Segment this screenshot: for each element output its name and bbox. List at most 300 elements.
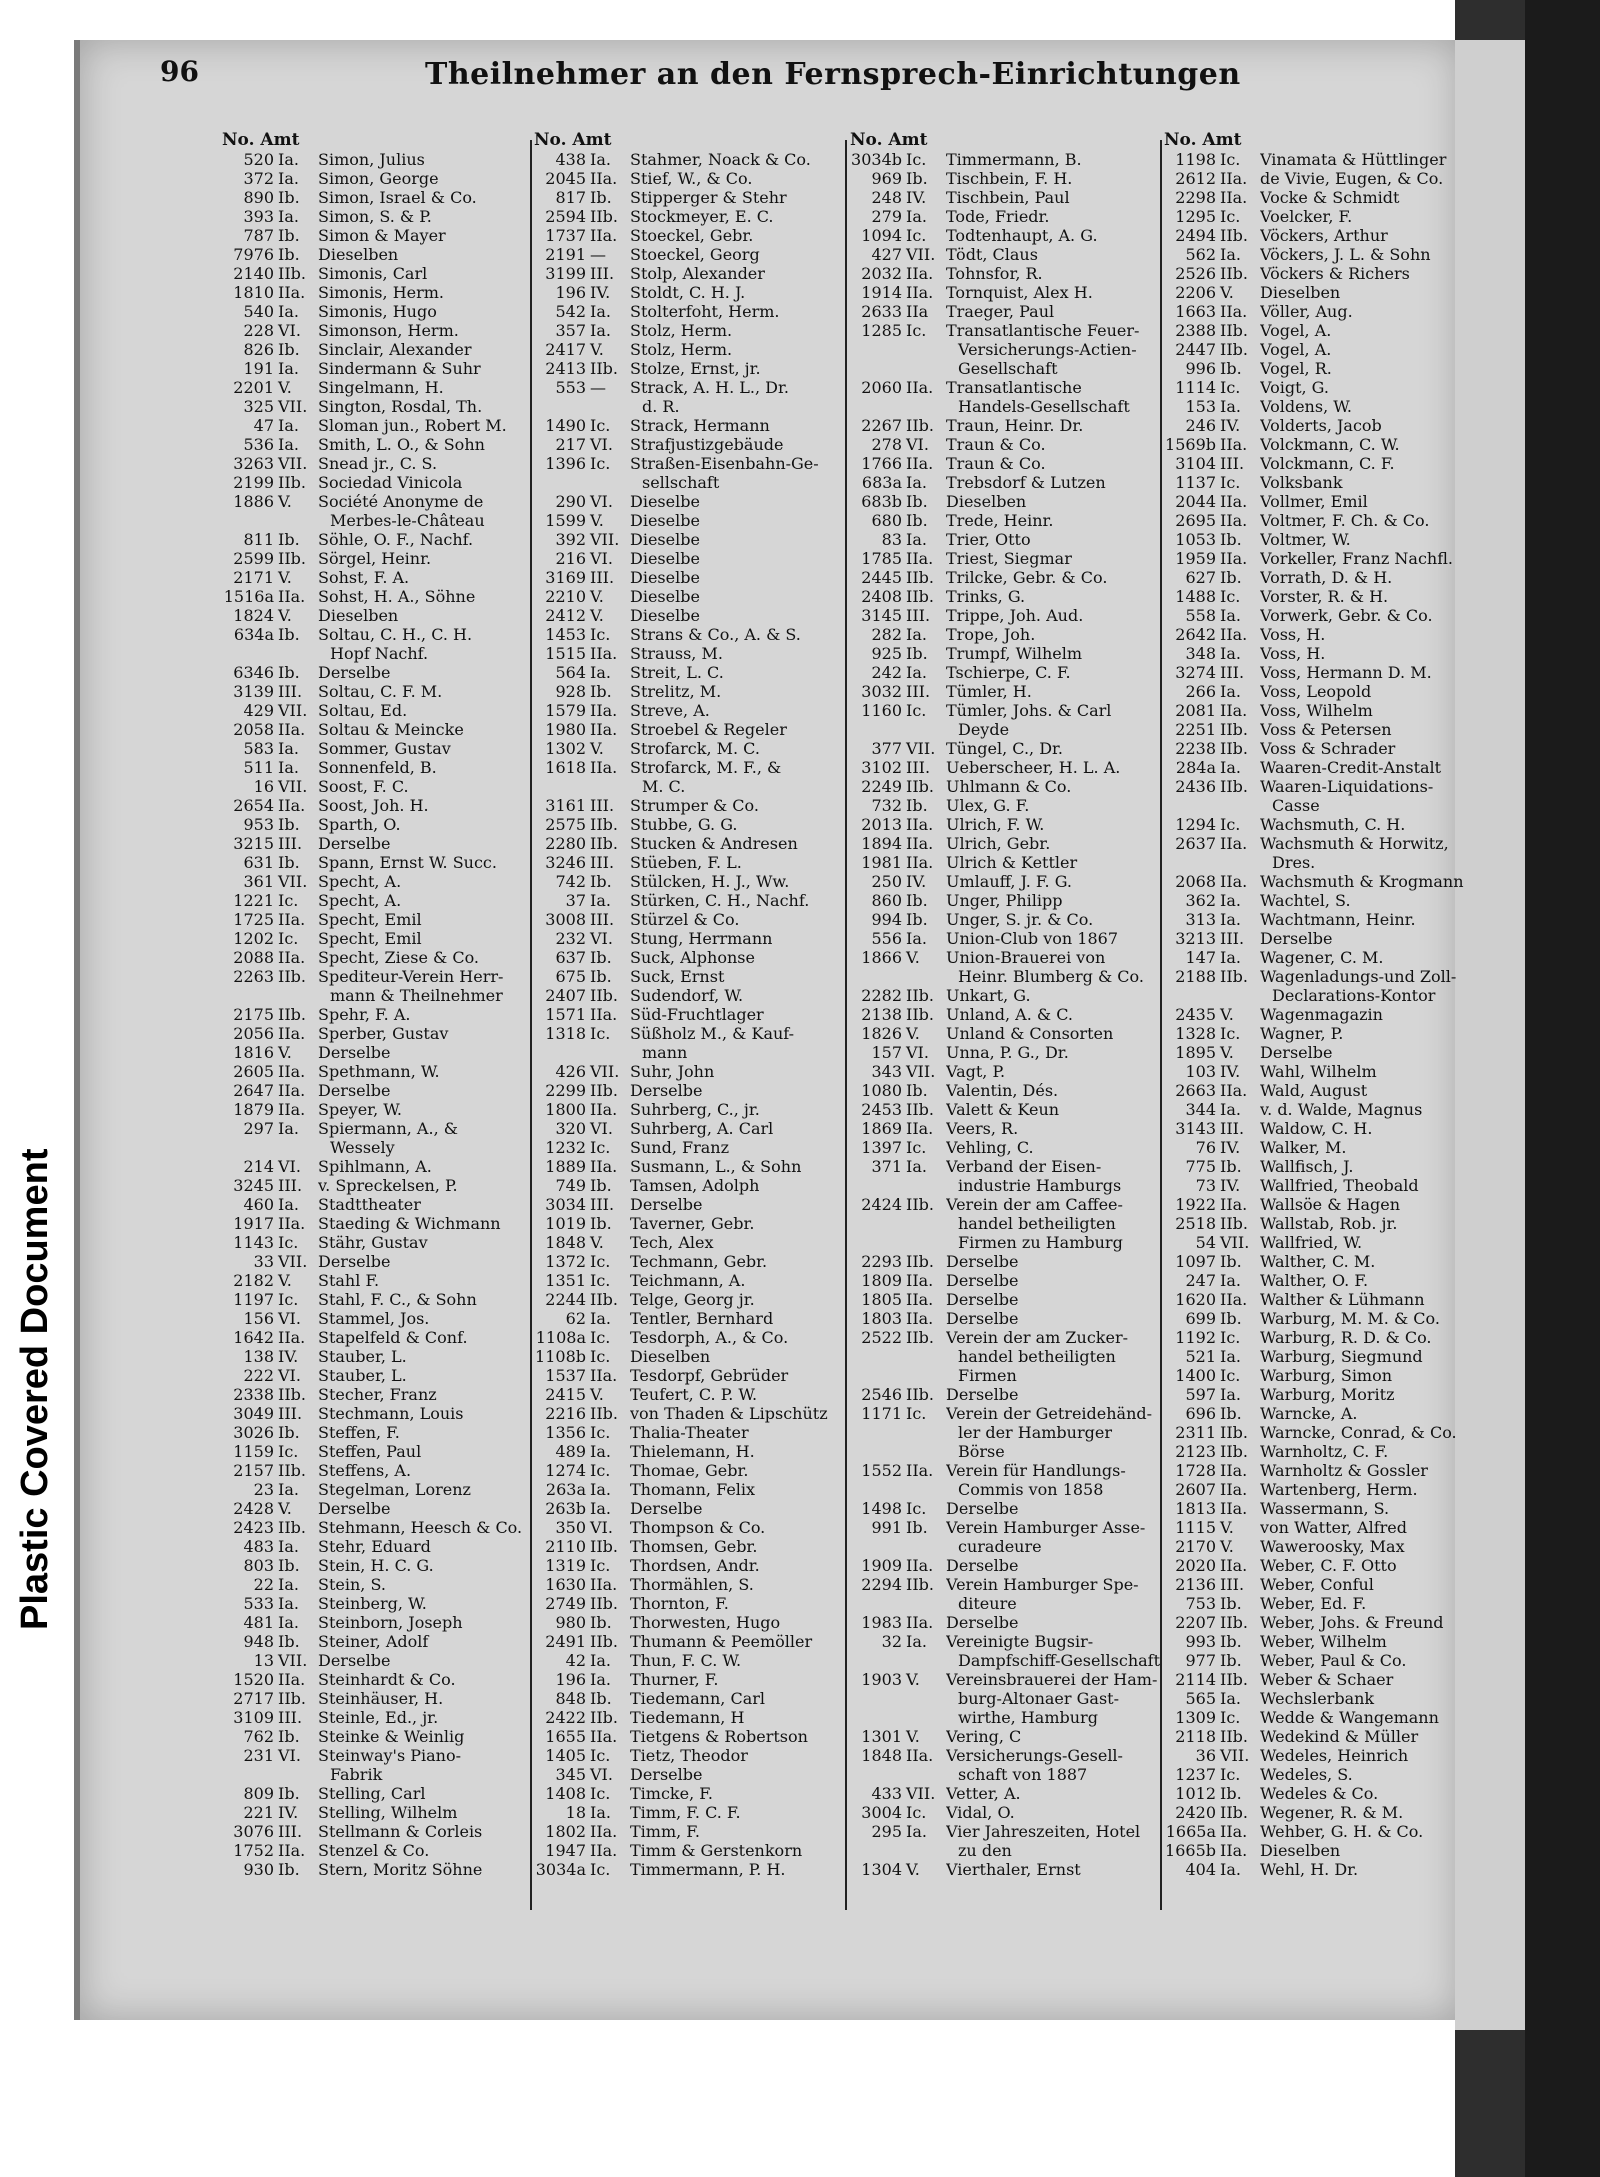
entry-number: 1630	[545, 1575, 586, 1594]
entry-number: 930	[243, 1860, 274, 1879]
entry-name: sellschaft	[642, 473, 720, 492]
entry-exchange	[902, 1841, 946, 1860]
entry-exchange: IIa.	[1220, 549, 1248, 568]
entry-exchange: Ib.	[1220, 359, 1242, 378]
entry-name: Sociedad Vinicola	[318, 473, 463, 492]
entry-exchange: VI.	[278, 1309, 301, 1328]
entry-number	[222, 1138, 274, 1157]
entry-number: 848	[555, 1689, 586, 1708]
entry-number: 1488	[1175, 587, 1216, 606]
entry-exchange: Ib.	[906, 796, 928, 815]
entry-name: Unland & Consorten	[946, 1024, 1114, 1043]
entry-exchange: IIa.	[590, 1575, 618, 1594]
entry-number: 3145	[861, 606, 902, 625]
entry-number: 1202	[233, 929, 274, 948]
directory-entry	[850, 891, 1160, 910]
directory-entry	[534, 644, 844, 663]
entry-number: 371	[871, 1157, 902, 1176]
entry-name: Traun & Co.	[946, 454, 1046, 473]
entry-exchange: Ia.	[590, 891, 611, 910]
directory-entry	[222, 1328, 532, 1347]
directory-entry	[850, 1556, 1160, 1575]
entry-exchange: V.	[278, 1499, 292, 1518]
entry-name: Weber, Ed. F.	[1260, 1594, 1367, 1613]
directory-entry	[534, 1860, 844, 1879]
entry-name: Straßen-Eisenbahn-Ge-	[630, 454, 819, 473]
entry-number	[850, 359, 902, 378]
directory-entry	[1164, 853, 1474, 872]
entry-number: 191	[243, 359, 274, 378]
entry-name: Spiermann, A., &	[318, 1119, 458, 1138]
entry-name: burg-Altonaer Gast-	[958, 1689, 1119, 1708]
directory-entry	[222, 169, 532, 188]
directory-entry	[534, 359, 844, 378]
directory-entry	[534, 1062, 844, 1081]
entry-name: Derselbe	[318, 1081, 391, 1100]
directory-entry	[850, 549, 1160, 568]
entry-exchange: Ia.	[906, 530, 927, 549]
entry-exchange: Ic.	[1220, 473, 1241, 492]
directory-entry	[534, 1081, 844, 1100]
entry-name: Simon & Mayer	[318, 226, 446, 245]
directory-entry	[1164, 1613, 1474, 1632]
entry-number: 2182	[233, 1271, 274, 1290]
entry-name: Tietz, Theodor	[630, 1746, 748, 1765]
directory-entry	[534, 1366, 844, 1385]
entry-exchange: IIa.	[278, 910, 306, 929]
directory-entry	[222, 1119, 532, 1138]
directory-entry	[222, 1575, 532, 1594]
entry-number: 1080	[861, 1081, 902, 1100]
entry-name: Simonson, Herm.	[318, 321, 459, 340]
entry-exchange: Ia.	[906, 663, 927, 682]
entry-exchange: IIb.	[1220, 226, 1248, 245]
directory-entry	[534, 872, 844, 891]
entry-number: 1114	[1175, 378, 1216, 397]
directory-entry	[222, 815, 532, 834]
directory-entry	[1164, 1499, 1474, 1518]
entry-number: 1571	[545, 1005, 586, 1024]
entry-exchange: IIa.	[590, 701, 618, 720]
directory-entry	[534, 530, 844, 549]
entry-number: 2123	[1175, 1442, 1216, 1461]
entry-number: 2423	[233, 1518, 274, 1537]
entry-number: 284a	[1175, 758, 1216, 777]
entry-number: 540	[243, 302, 274, 321]
directory-entry	[850, 1119, 1160, 1138]
entry-exchange: V.	[590, 606, 604, 625]
column-divider	[1160, 140, 1162, 1910]
directory-entry	[850, 359, 1160, 378]
directory-entry	[534, 1176, 844, 1195]
entry-exchange	[586, 473, 630, 492]
directory-entry	[850, 226, 1160, 245]
entry-exchange: V.	[278, 1271, 292, 1290]
entry-name: schaft von 1887	[958, 1765, 1088, 1784]
directory-entry	[850, 169, 1160, 188]
entry-name: Wald, August	[1260, 1081, 1368, 1100]
entry-name: Waaren-Liquidations-	[1260, 777, 1434, 796]
directory-entry	[850, 1803, 1160, 1822]
directory-entry	[534, 1689, 844, 1708]
entry-exchange: Ib.	[278, 1423, 300, 1442]
entry-number: 1302	[545, 739, 586, 758]
entry-exchange: IIb.	[906, 1005, 934, 1024]
entry-name: Wagenladungs-und Zoll-	[1260, 967, 1457, 986]
entry-number: 2020	[1175, 1556, 1216, 1575]
column-header: No. Amt	[850, 130, 928, 150]
entry-name: Dieselbe	[630, 568, 700, 587]
entry-number: 991	[871, 1518, 902, 1537]
entry-name: Soltau, C. F. M.	[318, 682, 443, 701]
entry-exchange: V.	[278, 606, 292, 625]
entry-exchange: IIb.	[1220, 1727, 1248, 1746]
entry-exchange: Ib.	[906, 169, 928, 188]
directory-entry	[222, 1062, 532, 1081]
entry-name: Unna, P. G., Dr.	[946, 1043, 1069, 1062]
directory-entry	[1164, 568, 1474, 587]
entry-number: 2417	[545, 340, 586, 359]
entry-exchange: IIa.	[590, 1157, 618, 1176]
entry-name: Warnholtz & Gossler	[1260, 1461, 1428, 1480]
entry-exchange: V.	[1220, 283, 1234, 302]
entry-name: diteure	[958, 1594, 1017, 1613]
directory-entry	[850, 1214, 1160, 1233]
directory-entry	[222, 1689, 532, 1708]
entry-exchange: V.	[1220, 1518, 1234, 1537]
directory-entry	[1164, 492, 1474, 511]
directory-entry	[534, 853, 844, 872]
directory-entry	[850, 1176, 1160, 1195]
entry-exchange: V.	[278, 492, 292, 511]
entry-number: 393	[243, 207, 274, 226]
entry-number: 809	[243, 1784, 274, 1803]
entry-name: handel betheiligten	[958, 1214, 1116, 1233]
entry-exchange: Ib.	[906, 644, 928, 663]
entry-name: Stechmann, Louis	[318, 1404, 464, 1423]
entry-name: Steffen, Paul	[318, 1442, 422, 1461]
entry-name: Sommer, Gustav	[318, 739, 451, 758]
entry-name: Vagt, P.	[946, 1062, 1006, 1081]
entry-name: von Thaden & Lipschütz	[630, 1404, 828, 1423]
entry-exchange: Ib.	[590, 1214, 612, 1233]
directory-entry	[1164, 226, 1474, 245]
entry-number: 511	[243, 758, 274, 777]
entry-name: Walker, M.	[1260, 1138, 1347, 1157]
directory-entry	[1164, 1100, 1474, 1119]
directory-entry	[222, 606, 532, 625]
entry-exchange: Ia.	[278, 1119, 299, 1138]
entry-name: Stoeckel, Georg	[630, 245, 760, 264]
entry-exchange: III.	[278, 1822, 303, 1841]
entry-exchange: Ib.	[278, 625, 300, 644]
entry-number: 2244	[545, 1290, 586, 1309]
entry-number: 3161	[545, 796, 586, 815]
entry-number: 558	[1185, 606, 1216, 625]
directory-entry	[222, 549, 532, 568]
entry-exchange: V.	[906, 948, 920, 967]
entry-name: Derselbe	[318, 834, 391, 853]
directory-entry	[850, 511, 1160, 530]
entry-number: 3274	[1175, 663, 1216, 682]
entry-exchange: Ic.	[1220, 1708, 1241, 1727]
entry-exchange: Ia.	[1220, 758, 1241, 777]
entry-exchange: Ic.	[590, 625, 611, 644]
directory-entry	[222, 492, 532, 511]
directory-entry	[222, 1670, 532, 1689]
directory-column-3	[850, 130, 1160, 1879]
directory-entry	[850, 1575, 1160, 1594]
entry-number: 2088	[233, 948, 274, 967]
entry-name: Tümler, H.	[946, 682, 1032, 701]
entry-number	[222, 644, 274, 663]
entry-number: 1785	[861, 549, 902, 568]
entry-number: 1947	[545, 1841, 586, 1860]
entry-number: 1232	[545, 1138, 586, 1157]
entry-number: 3034	[545, 1195, 586, 1214]
entry-exchange: IIb.	[1220, 967, 1248, 986]
entry-name: Taverner, Gebr.	[630, 1214, 755, 1233]
entry-exchange: Ia.	[1220, 1689, 1241, 1708]
entry-name: Speyer, W.	[318, 1100, 402, 1119]
directory-entry	[1164, 378, 1474, 397]
directory-entry	[1164, 454, 1474, 473]
entry-exchange: III.	[278, 1708, 303, 1727]
entry-number: 460	[243, 1195, 274, 1214]
directory-entry	[222, 416, 532, 435]
entry-exchange: VII.	[278, 1252, 308, 1271]
directory-entry	[1164, 245, 1474, 264]
entry-name: Vocke & Schmidt	[1260, 188, 1400, 207]
entry-number: 1805	[861, 1290, 902, 1309]
entry-name: Sohst, F. A.	[318, 568, 410, 587]
entry-name: Steinberg, W.	[318, 1594, 427, 1613]
directory-entry	[850, 302, 1160, 321]
directory-entry	[222, 587, 532, 606]
entry-exchange	[902, 340, 946, 359]
entry-number: 1019	[545, 1214, 586, 1233]
entry-number: 2435	[1175, 1005, 1216, 1024]
entry-number: 2044	[1175, 492, 1216, 511]
entry-number: 2607	[1175, 1480, 1216, 1499]
entry-exchange: Ib.	[906, 891, 928, 910]
entry-exchange: Ic.	[906, 1499, 927, 1518]
entry-number: 1372	[545, 1252, 586, 1271]
entry-exchange: Ia.	[1220, 1860, 1241, 1879]
entry-number: 266	[1185, 682, 1216, 701]
entry-number: 2206	[1175, 283, 1216, 302]
entry-number: 2445	[861, 568, 902, 587]
entry-number: 157	[871, 1043, 902, 1062]
entry-number	[850, 340, 902, 359]
entry-name: Stülcken, H. J., Ww.	[630, 872, 790, 891]
entry-exchange: IIa.	[1220, 169, 1248, 188]
entry-exchange: IIb.	[590, 1708, 618, 1727]
entry-number: 2136	[1175, 1575, 1216, 1594]
directory-entry	[534, 1651, 844, 1670]
entry-number: 372	[243, 169, 274, 188]
entry-name: Timm, F. C. F.	[630, 1803, 741, 1822]
entry-name: Voss, H.	[1260, 625, 1326, 644]
entry-exchange: III.	[278, 682, 303, 701]
directory-entry	[850, 1252, 1160, 1271]
directory-entry	[534, 416, 844, 435]
entry-number: 263a	[545, 1480, 586, 1499]
entry-name: Stüeben, F. L.	[630, 853, 742, 872]
entry-name: Traun, Heinr. Dr.	[946, 416, 1084, 435]
entry-name: Wallfried, Theobald	[1260, 1176, 1419, 1195]
entry-exchange: IIb.	[278, 1461, 306, 1480]
entry-exchange: VII.	[278, 397, 308, 416]
directory-entry	[222, 1499, 532, 1518]
entry-exchange: V.	[906, 1670, 920, 1689]
entry-exchange: —	[590, 378, 606, 397]
entry-exchange: IIa.	[906, 1746, 934, 1765]
directory-entry	[222, 321, 532, 340]
entry-number: 2594	[545, 207, 586, 226]
directory-entry	[534, 1765, 844, 1784]
entry-exchange: IV.	[1220, 416, 1241, 435]
entry-name: Derselbe	[1260, 929, 1333, 948]
directory-entry	[222, 986, 532, 1005]
directory-entry	[222, 1100, 532, 1119]
directory-entry	[850, 492, 1160, 511]
directory-entry	[222, 701, 532, 720]
directory-entry	[534, 587, 844, 606]
entry-name: Traeger, Paul	[946, 302, 1055, 321]
directory-entry	[222, 1271, 532, 1290]
entry-number: 803	[243, 1556, 274, 1575]
entry-number: 196	[555, 1670, 586, 1689]
entry-number: 753	[1185, 1594, 1216, 1613]
entry-name: Dieselben	[318, 606, 399, 625]
directory-entry	[1164, 435, 1474, 454]
entry-number: 1351	[545, 1271, 586, 1290]
directory-entry	[534, 1803, 844, 1822]
directory-entry	[850, 1537, 1160, 1556]
directory-entry	[1164, 1005, 1474, 1024]
entry-name: Stroebel & Regeler	[630, 720, 787, 739]
entry-number: 1879	[233, 1100, 274, 1119]
entry-name: Suck, Ernst	[630, 967, 725, 986]
entry-number: 762	[243, 1727, 274, 1746]
entry-name: Wachsmuth & Horwitz,	[1260, 834, 1449, 853]
directory-entry	[534, 1594, 844, 1613]
directory-entry	[534, 207, 844, 226]
entry-name: Walther, C. M.	[1260, 1252, 1376, 1271]
directory-entry	[1164, 986, 1474, 1005]
entry-exchange: Ib.	[590, 682, 612, 701]
entry-exchange: IIb.	[278, 264, 306, 283]
entry-exchange: VI.	[590, 1765, 613, 1784]
entry-name: Simon, S. & P.	[318, 207, 432, 226]
directory-entry	[850, 283, 1160, 302]
directory-entry	[850, 1784, 1160, 1803]
entry-exchange: IIb.	[590, 1404, 618, 1423]
entry-name: Warncke, A.	[1260, 1404, 1358, 1423]
entry-name: Versicherungs-Actien-	[958, 340, 1137, 359]
entry-number: 2612	[1175, 169, 1216, 188]
directory-entry	[1164, 1271, 1474, 1290]
entry-name: Voss, Leopold	[1260, 682, 1372, 701]
entry-number: 817	[555, 188, 586, 207]
column-header: No. Amt	[222, 130, 300, 150]
entry-exchange: IIa.	[906, 1613, 934, 1632]
entry-number: 1618	[545, 758, 586, 777]
entry-number: 278	[871, 435, 902, 454]
entry-exchange: IIa.	[1220, 1290, 1248, 1309]
directory-entry	[1164, 1518, 1474, 1537]
entry-name: Ulrich, F. W.	[946, 815, 1045, 834]
entry-name: Dieselbe	[630, 511, 700, 530]
entry-exchange: IIa	[906, 302, 929, 321]
entry-number: 2447	[1175, 340, 1216, 359]
directory-entry	[850, 644, 1160, 663]
right-edge-strip	[1455, 0, 1600, 2177]
directory-entry	[534, 511, 844, 530]
entry-exchange: IIa.	[906, 549, 934, 568]
directory-entry	[222, 1404, 532, 1423]
entry-exchange: IIb.	[278, 1005, 306, 1024]
directory-entry	[534, 986, 844, 1005]
entry-name: Simonis, Carl	[318, 264, 428, 283]
entry-exchange: Ia.	[906, 625, 927, 644]
entry-number: 2546	[861, 1385, 902, 1404]
entry-number: 1826	[861, 1024, 902, 1043]
entry-number: 1397	[861, 1138, 902, 1157]
entry-number: 1803	[861, 1309, 902, 1328]
entry-exchange: VII.	[1220, 1746, 1250, 1765]
entry-exchange: Ia.	[278, 416, 299, 435]
entry-name: Vöckers & Richers	[1260, 264, 1410, 283]
entry-number: 3169	[545, 568, 586, 587]
entry-exchange: IIa.	[590, 720, 618, 739]
directory-entry	[534, 1423, 844, 1442]
directory-entry	[534, 739, 844, 758]
entry-name: Steinhäuser, H.	[318, 1689, 444, 1708]
entry-exchange: Ic.	[1220, 1328, 1241, 1347]
directory-entry	[222, 891, 532, 910]
directory-entry	[1164, 720, 1474, 739]
entry-name: Firmen	[958, 1366, 1017, 1385]
entry-name: Wachsmuth & Krogmann	[1260, 872, 1464, 891]
entry-name: Walther & Lühmann	[1260, 1290, 1425, 1309]
directory-entry	[850, 1385, 1160, 1404]
entry-number: 1737	[545, 226, 586, 245]
entry-exchange: IIa.	[906, 1461, 934, 1480]
entry-exchange: IIb.	[906, 986, 934, 1005]
entry-name: Stein, S.	[318, 1575, 386, 1594]
entry-exchange: Ia.	[906, 1822, 927, 1841]
entry-name: Simon, Israel & Co.	[318, 188, 477, 207]
entry-exchange: III.	[590, 853, 615, 872]
entry-name: Tiedemann, Carl	[630, 1689, 766, 1708]
entry-exchange	[902, 397, 946, 416]
entry-number: 1159	[233, 1442, 274, 1461]
directory-entry	[534, 549, 844, 568]
entry-number: 1869	[861, 1119, 902, 1138]
entry-number: 18	[565, 1803, 586, 1822]
entry-number: 282	[871, 625, 902, 644]
directory-entry	[534, 758, 844, 777]
entry-exchange: Ia.	[590, 1651, 611, 1670]
entry-exchange	[902, 1708, 946, 1727]
directory-entry	[850, 663, 1160, 682]
entry-number: 1516a	[223, 587, 274, 606]
entry-name: Weber, Paul & Co.	[1260, 1651, 1407, 1670]
entry-exchange: III.	[906, 758, 931, 777]
directory-entry	[534, 264, 844, 283]
